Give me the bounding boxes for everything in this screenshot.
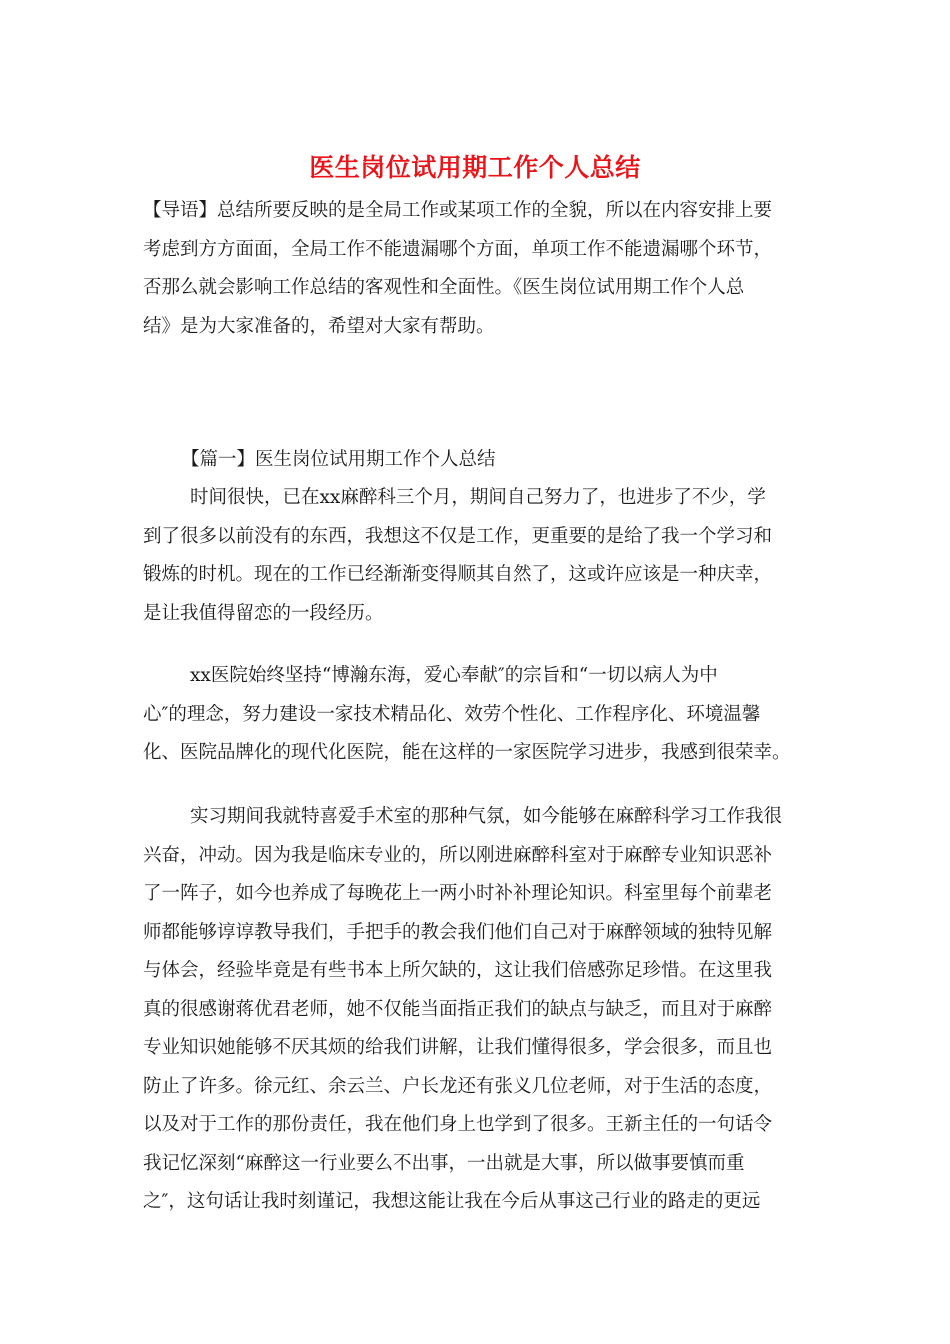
- paragraph-line: 兴奋，冲动。因为我是临床专业的，所以刚进麻醉科室对于麻醉专业知识恶补: [143, 844, 773, 866]
- intro-paragraph: [143, 192, 813, 346]
- paragraph-line: 了一阵子，如今也养成了每晚花上一两小时补补理论知识。科室里每个前辈老: [143, 883, 773, 904]
- paragraph-line: 之″，这句话让我时刻谨记，我想这能让我在今后从事这己行业的路走的更远: [143, 1191, 761, 1212]
- section-heading-text: 【篇一】医生岗位试用期工作个人总结: [181, 449, 496, 470]
- paragraph-2: [143, 657, 813, 773]
- paragraph-line: 真的很感谢蒋优君老师，她不仅能当面指正我们的缺点与缺乏，而且对于麻醉: [143, 998, 773, 1020]
- intro-line: 【导语】总结所要反映的是全局工作或某项工作的全貌，所以在内容安排上要: [143, 200, 773, 221]
- intro-line: 考虑到方方面面，全局工作不能遗漏哪个方面，单项工作不能遗漏哪个环节，: [143, 238, 773, 260]
- intro-line: 否那么就会影响工作总结的客观性和全面性。《医生岗位试用期工作个人总: [143, 277, 745, 298]
- paragraph-line: 实习期间我就特喜爱手术室的那种气氛，如今能够在麻醉科学习工作我很: [190, 806, 783, 827]
- section-heading: [143, 441, 813, 480]
- paragraph-line: 到了很多以前没有的东西，我想这不仅是工作，更重要的是给了我一个学习和: [143, 525, 773, 547]
- paragraph-line: 时间很快，已在xx麻醉科三个月，期间自己努力了，也进步了不少，学: [190, 487, 766, 508]
- paragraph-line: 是让我值得留恋的一段经历。: [143, 602, 384, 624]
- paragraph-line: xx医院始终坚持“博瀚东海，爱心奉献″的宗旨和“一切以病人为中: [190, 665, 718, 686]
- paragraph-3: [143, 798, 813, 1222]
- paragraph-line: 我记忆深刻“麻醉这一行业要么不出事，一出就是大事，所以做事要慎而重: [143, 1152, 745, 1174]
- paragraph-line: 化、医院品牌化的现代化医院，能在这样的一家医院学习进步，我感到很荣幸。: [143, 742, 791, 763]
- paragraph-line: 心″的理念，努力建设一家技术精品化、效劳个性化、工作程序化、环境温馨: [143, 703, 761, 725]
- document-title: 医生岗位试用期工作个人总结: [309, 153, 641, 182]
- paragraph-line: 专业知识她能够不厌其烦的给我们讲解，让我们懂得很多，学会很多，而且也: [143, 1037, 773, 1058]
- paragraph-line: 师都能够谆谆教导我们，手把手的教会我们他们自己对于麻醉领域的独特见解: [143, 921, 773, 943]
- paragraph-line: 锻炼的时机。现在的工作已经渐渐变得顺其自然了，这或许应该是一种庆幸，: [143, 564, 773, 585]
- paragraph-line: 防止了许多。徐元红、余云兰、户长龙还有张义几位老师，对于生活的态度，: [143, 1075, 773, 1097]
- paragraph-line: 以及对于工作的那份责任，我在他们身上也学到了很多。王新主任的一句话令: [143, 1114, 773, 1135]
- paragraph-line: 与体会，经验毕竟是有些书本上所欠缺的，这让我们倍感弥足珍惜。在这里我: [143, 960, 773, 981]
- paragraph-1: [143, 479, 813, 633]
- intro-line: 结》是为大家准备的，希望对大家有帮助。: [143, 315, 495, 337]
